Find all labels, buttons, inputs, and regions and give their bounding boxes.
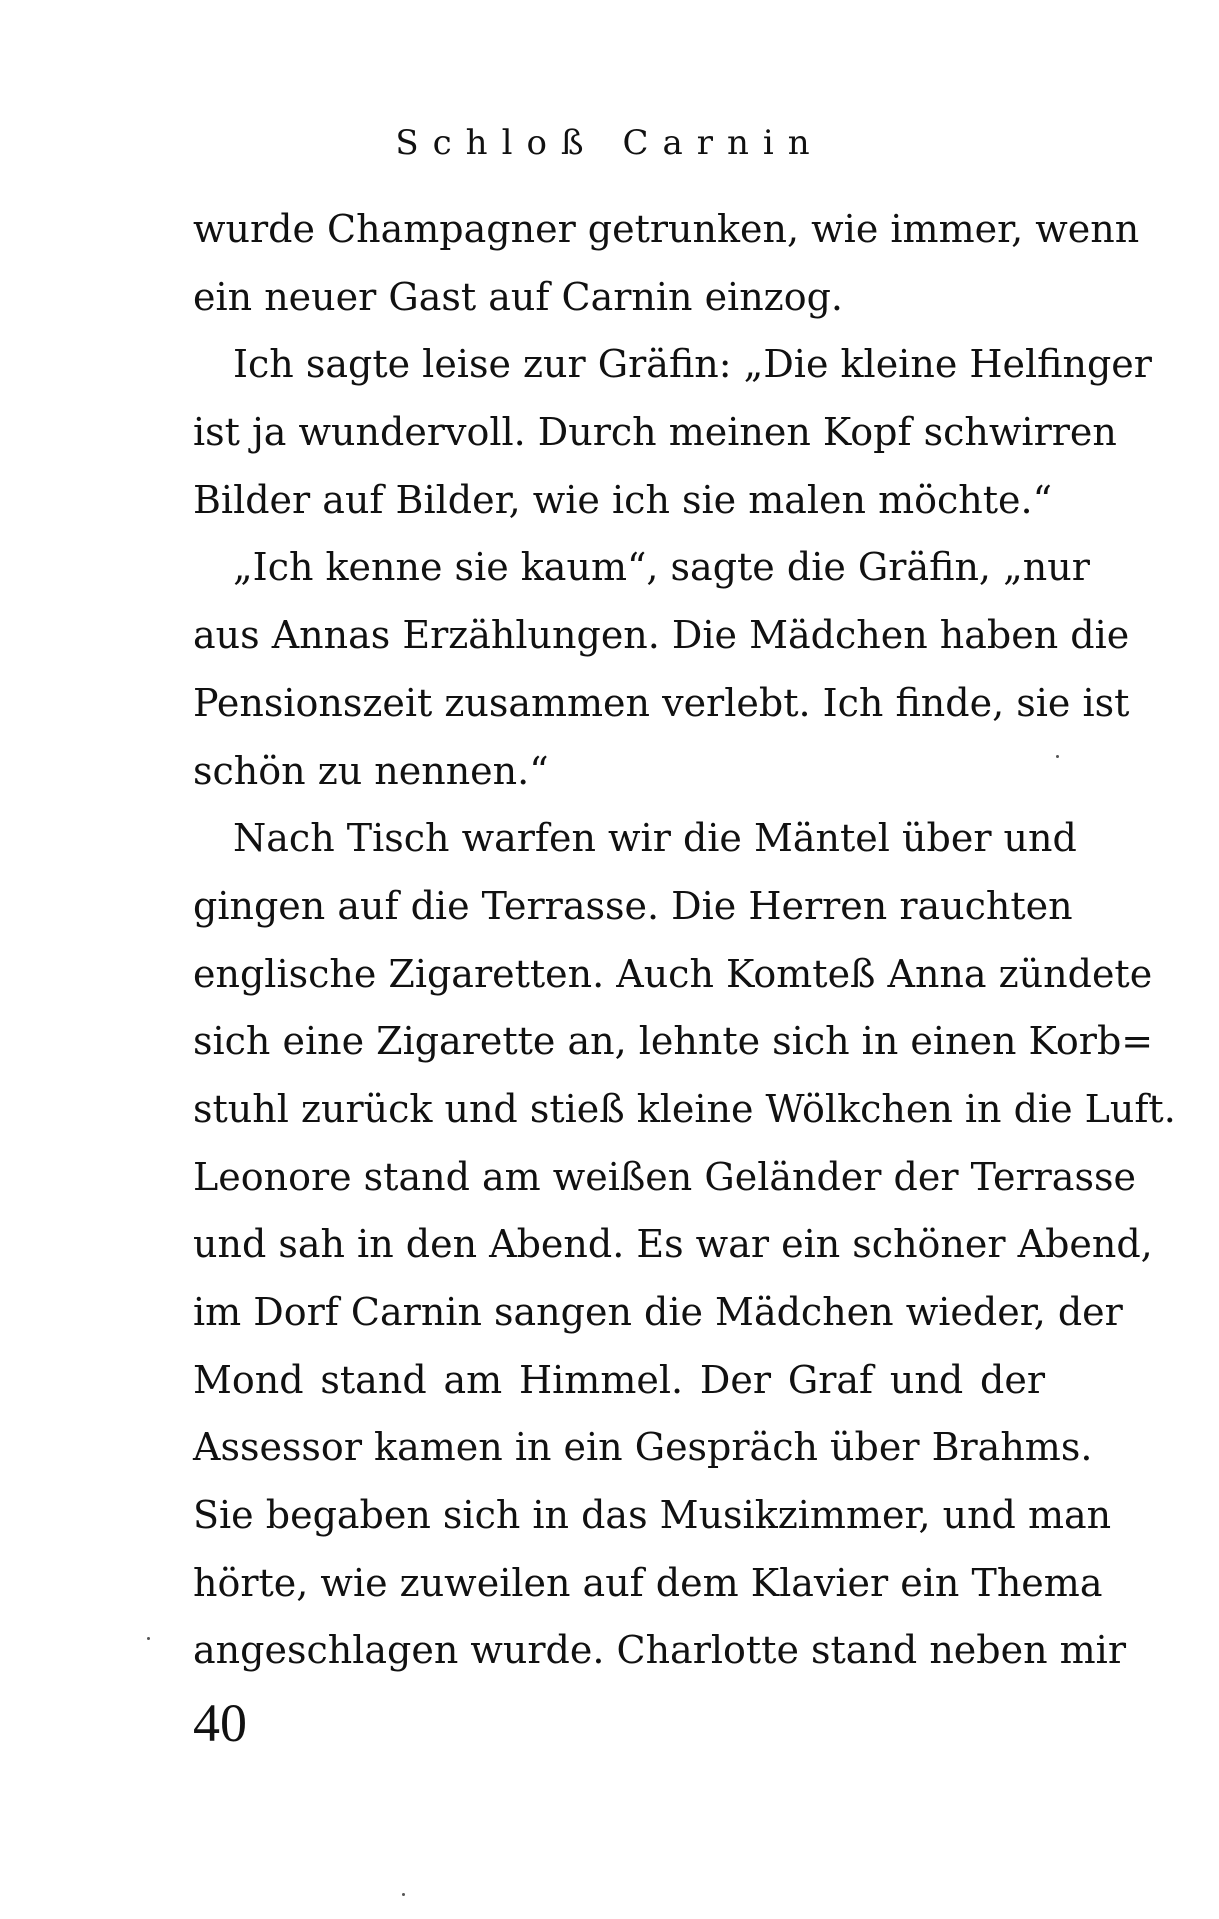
text-line: Sie begaben sich in das Musikzimmer, und man bbox=[193, 1493, 1112, 1538]
text-line: ein neuer Gast auf Carnin einzog. bbox=[193, 274, 843, 319]
text-line: Ich sagte leise zur Gräfin: „Die kleine Helfinger bbox=[233, 342, 1152, 387]
print-speck bbox=[147, 1637, 150, 1640]
text-line: Bilder auf Bilder, wie ich sie malen möchte.“ bbox=[193, 477, 1053, 522]
text-line: im Dorf Carnin sangen die Mädchen wieder, der bbox=[193, 1290, 1123, 1334]
text-line: Pensionszeit zusammen verlebt. Ich finde, sie ist bbox=[193, 680, 1130, 725]
text-line: Mond stand am Himmel. Der Graf und der bbox=[193, 1357, 1045, 1402]
text-line: schön zu nennen.“ bbox=[193, 748, 549, 793]
text-line: hörte, wie zuweilen auf dem Klavier ein Thema bbox=[193, 1560, 1103, 1605]
text-line: gingen auf die Terrasse. Die Herren rauchten bbox=[193, 883, 1073, 928]
page-number: 40 bbox=[193, 1693, 247, 1753]
text-line: „Ich kenne sie kaum“, sagte die Gräfin, „nur bbox=[233, 545, 1090, 590]
text-line: Assessor kamen in ein Gespräch über Brahms. bbox=[193, 1425, 1093, 1470]
print-speck bbox=[402, 1893, 405, 1896]
text-line: englische Zigaretten. Auch Komteß Anna zündete bbox=[193, 951, 1153, 996]
text-line: Nach Tisch warfen wir die Mäntel über und bbox=[233, 816, 1077, 861]
text-line: angeschlagen wurde. Charlotte stand neben mir bbox=[193, 1628, 1127, 1673]
text-line: sich eine Zigarette an, lehnte sich in einen Korb= bbox=[193, 1019, 1154, 1064]
body-text bbox=[193, 196, 1176, 1685]
running-head: Schloß Carnin bbox=[395, 123, 824, 163]
text-line: und sah in den Abend. Es war ein schöner Abend, bbox=[193, 1222, 1153, 1267]
text-line: wurde Champagner getrunken, wie immer, wenn bbox=[193, 207, 1140, 251]
print-speck bbox=[1056, 755, 1059, 758]
text-line: ist ja wundervoll. Durch meinen Kopf schwirren bbox=[193, 410, 1117, 455]
text-line: aus Annas Erzählungen. Die Mädchen haben die bbox=[193, 613, 1130, 658]
text-line: Leonore stand am weißen Geländer der Terrasse bbox=[193, 1154, 1136, 1199]
text-line: stuhl zurück und stieß kleine Wölkchen in die Luft. bbox=[193, 1086, 1176, 1131]
